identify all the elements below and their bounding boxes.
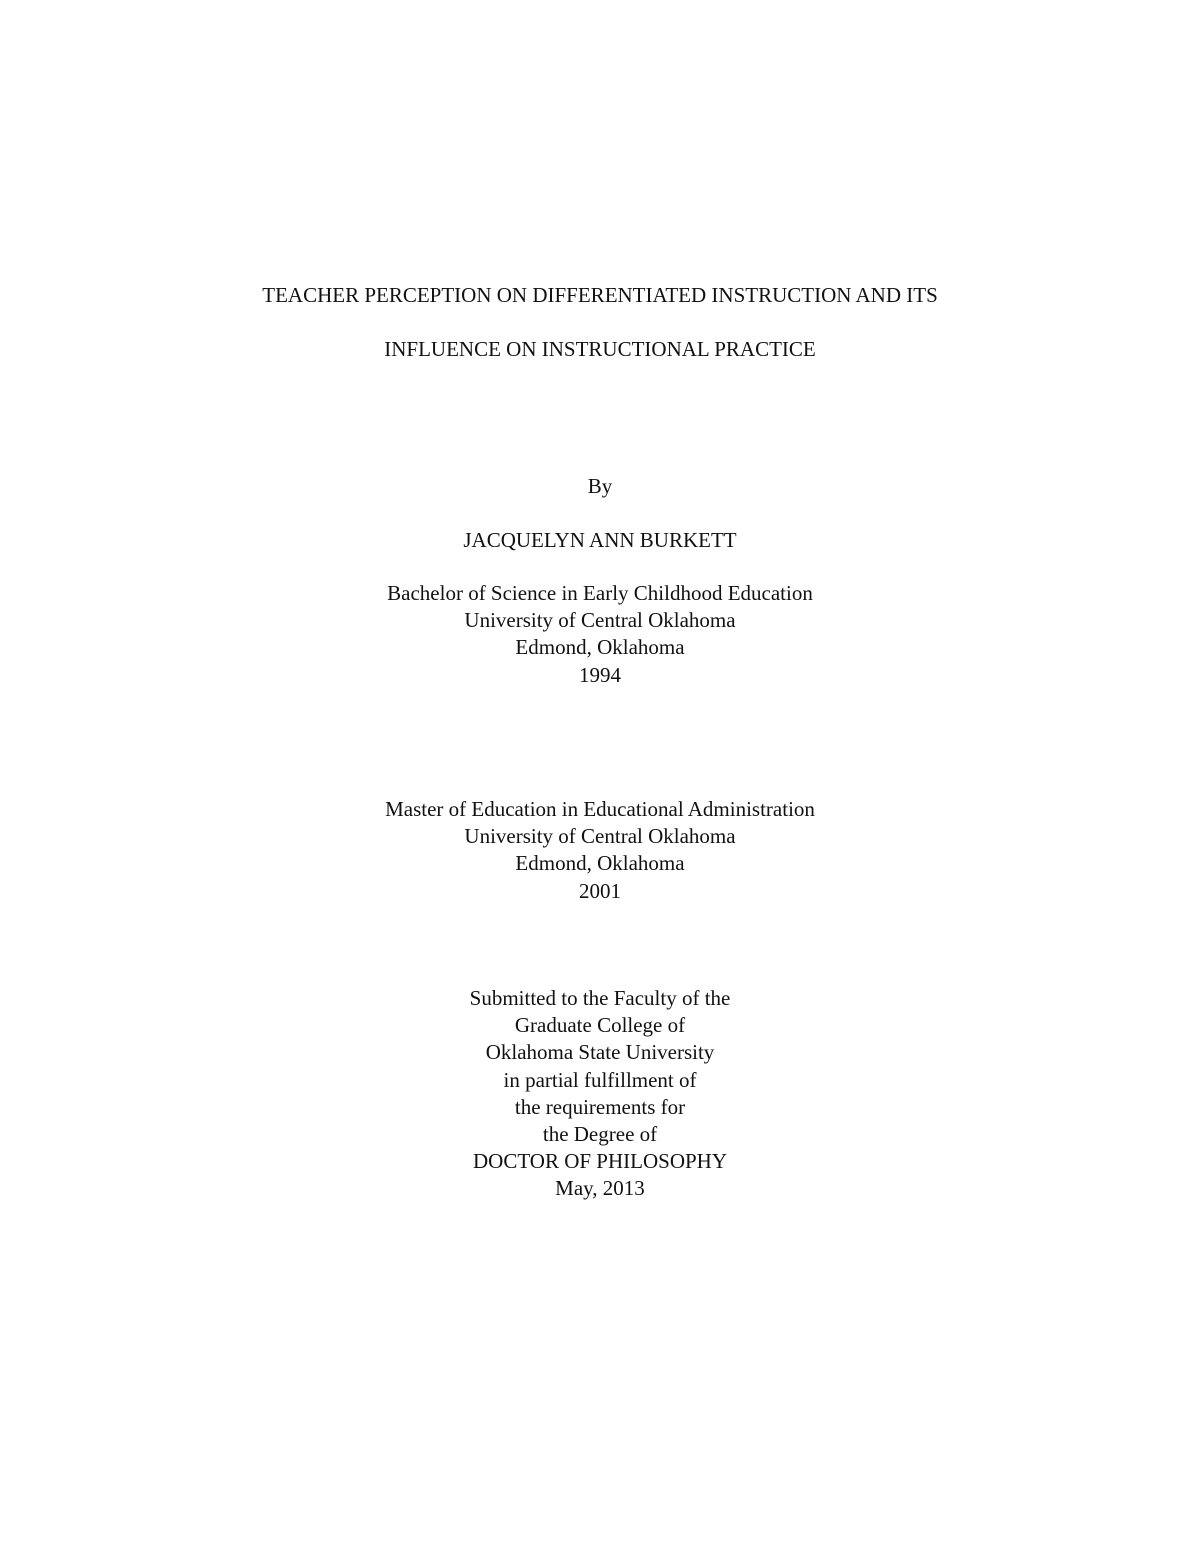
submission-line: Graduate College of — [514, 1013, 686, 1038]
degree-location: Edmond, Oklahoma — [515, 635, 685, 660]
author-name: JACQUELYN ANN BURKETT — [463, 528, 737, 552]
submission-line: the Degree of — [542, 1122, 658, 1147]
degree-institution: University of Central Oklahoma — [464, 608, 736, 633]
degree-title: Bachelor of Science in Early Childhood Education — [387, 581, 813, 605]
submission-statement — [0, 985, 1200, 1203]
degree-year: 2001 — [579, 878, 621, 903]
degree-location: Edmond, Oklahoma — [515, 851, 685, 876]
degree-master — [0, 796, 1200, 905]
submission-line: Oklahoma State University — [485, 1040, 715, 1065]
degree-year: 1994 — [579, 662, 621, 687]
submission-line: in partial fulfillment of — [503, 1067, 697, 1092]
degree-institution: University of Central Oklahoma — [464, 824, 736, 849]
thesis-title-line-1: TEACHER PERCEPTION ON DIFFERENTIATED INSTRUCTION AND ITS — [262, 283, 938, 307]
thesis-title-line-2: INFLUENCE ON INSTRUCTIONAL PRACTICE — [384, 337, 816, 361]
degree-bachelor — [0, 580, 1200, 689]
submission-line: Submitted to the Faculty of the — [469, 986, 731, 1010]
degree-name: DOCTOR OF PHILOSOPHY — [473, 1149, 727, 1174]
submission-line: the requirements for — [514, 1094, 686, 1119]
submission-date: May, 2013 — [555, 1176, 645, 1201]
by-label: By — [587, 474, 613, 498]
degree-title: Master of Education in Educational Administration — [385, 797, 815, 821]
